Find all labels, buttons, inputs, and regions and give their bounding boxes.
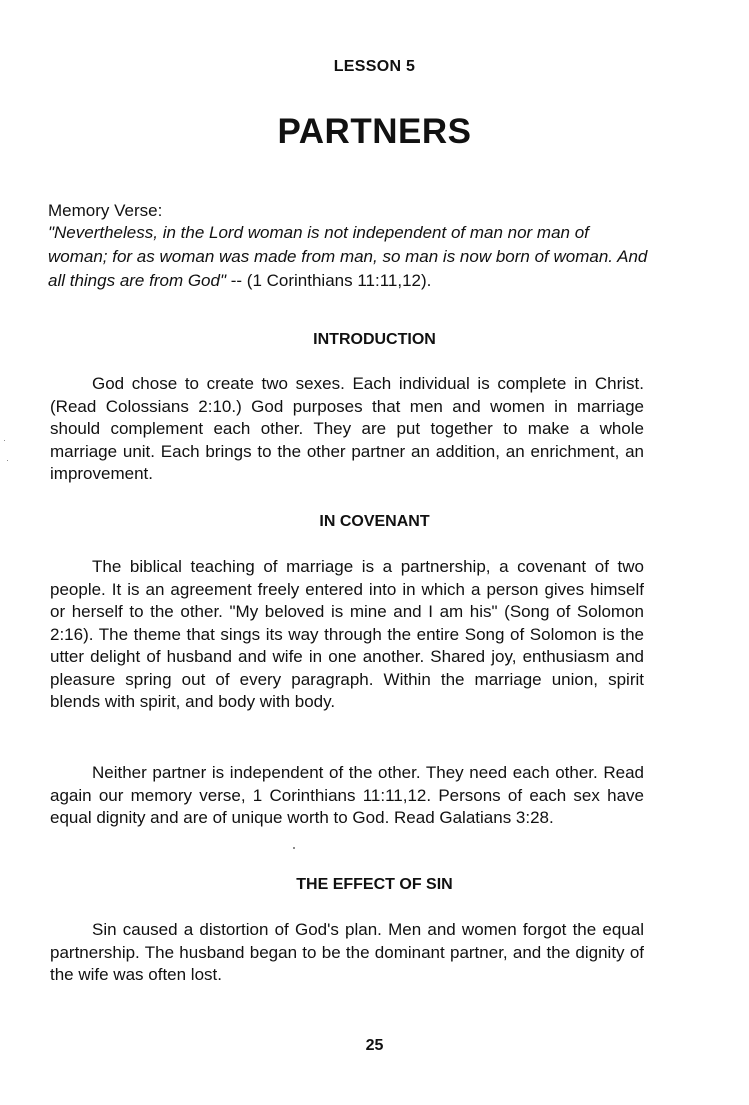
page-number: 25 [365, 1037, 384, 1054]
section-heading-in-covenant: IN COVENANT [319, 513, 430, 530]
page-title: PARTNERS [277, 112, 472, 151]
print-speck [4, 440, 5, 441]
paragraph-covenant-1 [50, 556, 644, 714]
memory-verse-label: Memory Verse: [48, 201, 163, 220]
paragraph-text: God chose to create two sexes. Each individual is complete in Christ. (Read Colossians 2:10.) God purposes that men and women in marriage should complement each other. They are put together to make a whole marriage unit. Each brings to the other partner an addition, an enrichment, an improvement. [50, 374, 644, 483]
memory-verse-block [48, 200, 648, 293]
section-heading-effect-of-sin: THE EFFECT OF SIN [296, 876, 453, 893]
memory-verse-text [48, 221, 648, 293]
print-speck [7, 460, 8, 461]
memory-verse-quote: "Nevertheless, in the Lord woman is not independent of man nor man of woman; for as woman was made from man, so man is now born of woman. And all things are from God" [48, 223, 648, 290]
paragraph-text: Sin caused a distortion of God's plan. Men and women forgot the equal partnership. The husband began to be the dominant partner, and the dignity of the wife was often lost. [50, 920, 644, 984]
paragraph-effect-of-sin [50, 919, 644, 987]
memory-verse-reference: -- (1 Corinthians 11:11,12). [226, 271, 432, 290]
paragraph-introduction [50, 373, 644, 486]
lesson-label: LESSON 5 [333, 58, 416, 75]
print-speck [293, 847, 295, 849]
paragraph-covenant-2 [50, 762, 644, 830]
section-heading-introduction: INTRODUCTION [313, 331, 436, 348]
paragraph-text: Neither partner is independent of the other. They need each other. Read again our memory verse, 1 Corinthians 11:11,12. Persons of each sex have equal dignity and are of unique worth to God. Read Galatians 3:28. [50, 763, 644, 827]
paragraph-text: The biblical teaching of marriage is a partnership, a covenant of two people. It is an agreement freely entered into in which a person gives himself or herself to the other. "My beloved is mine and I am his" (Song of Solomon 2:16). The theme that sings its way through the entire Song of Solomon is the utter delight of husband and wife in one another. Shared joy, enthusiasm and pleasure spring out of every paragraph. Within the marriage union, spirit blends with spirit, and body with body. [50, 557, 644, 711]
